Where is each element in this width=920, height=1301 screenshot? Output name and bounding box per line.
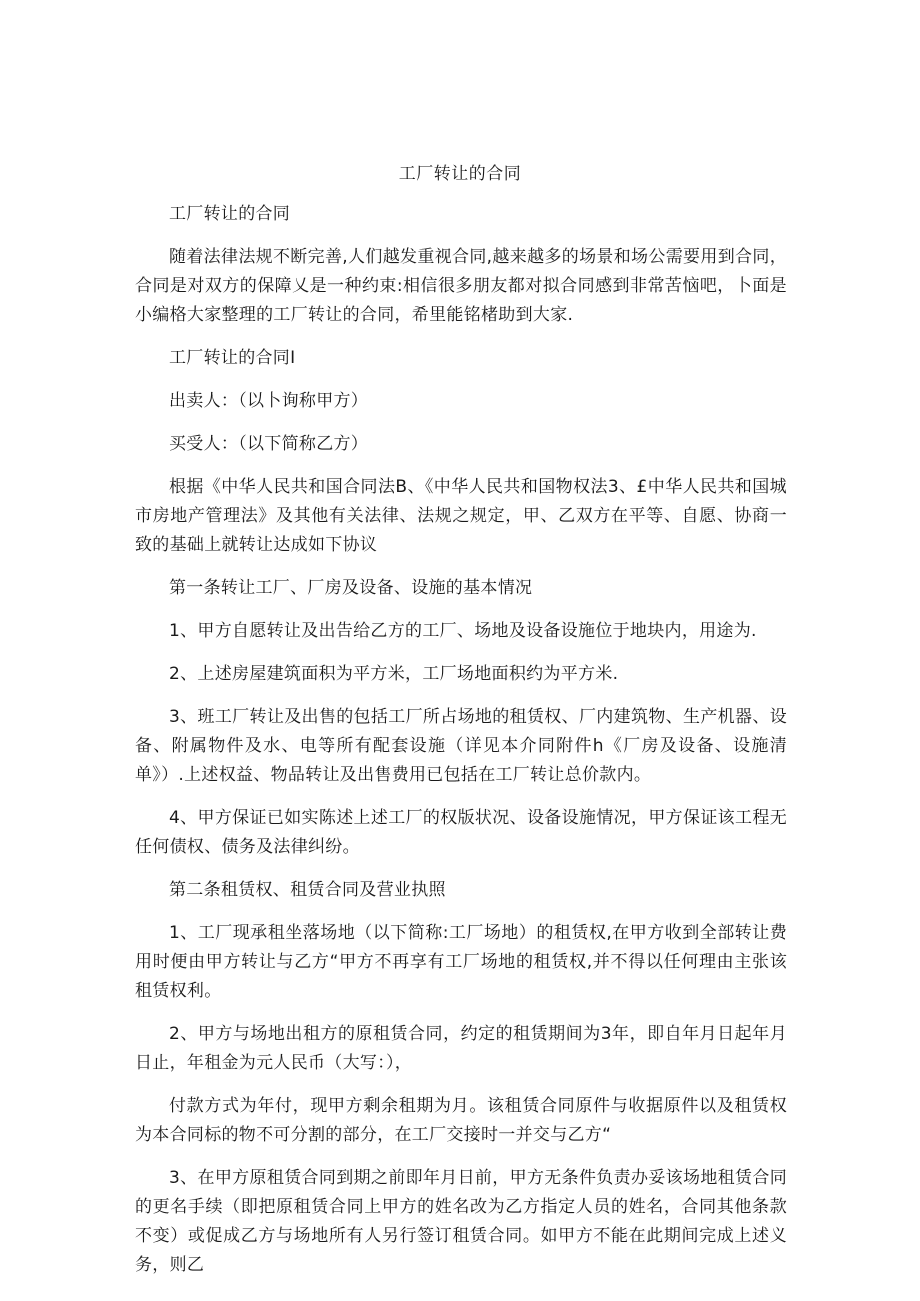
article-1-clause-4: 4、甲方保证已如实陈述上述工厂的权版状况、设备设施情况，甲方保证该工程无任何债权、债务及法律纠纷。 [135,808,787,857]
subtitle: 工厂转让的合同 [169,204,291,224]
article-1-heading: 第一条转让工厂、厂房及设备、设施的基本情况 [169,578,533,598]
document-title: 工厂转让的合同 [398,164,522,184]
article-1-clause-2: 2、上述房屋建筑面积为平方米，工厂场地面积约为平方米. [169,664,619,684]
document-body [135,200,787,1294]
intro-paragraph: 随着法律法规不断完善,人们越发重视合同,越来越多的场景和场公需要用到合同，合同是对双方的保障乂是一种约束:相信很多朋友都对拟合同感到非常苦恼吧，卜面是小编格大家整理的工厂转让的合同，希里能铭楮助到大家. [135,247,787,325]
article-2-heading: 第二条租赁权、租赁合同及营业执照 [169,880,446,900]
legal-basis-paragraph: 根据《中华人民共和国合同法B、《中华人民共和国物权法3、£中华人民共和国城市房地产管理法》及其他有关法律、法规之规定，甲、乙双方在平等、自愿、协商一致的基础上就转让达成如下协议 [135,477,787,555]
article-2-clause-3: 3、在甲方原租赁合同到期之前即年月日前，甲方无条件负责办妥该场地租赁合同的更名手续（即把原租赁合同上甲方的姓名改为乙方指定人员的姓名，合同其他条款不变）或促成乙方与场地所有人另行签订租赁合同。如甲方不能在此期间完成上述义务，则乙 [135,1168,787,1275]
article-2-clause-2-continued: 付款方式为年付，现甲方剩余租期为月。该租赁合同原件与收据原件以及租赁权为本合同标的物不可分割的部分，在工厂交接时一并交与乙方“ [135,1096,787,1145]
contract-number-heading: 工厂转让的合同I [169,348,296,368]
seller-line: 出卖人：（以卜询称甲方） [169,391,369,411]
article-2-clause-1: 1、工厂现承租坐落场地（以下简称:工厂场地）的租赁权,在甲方收到全部转让费用时便由甲方转让与乙方“甲方不再享有工厂场地的租赁权,并不得以任何理由主张该租赁权利。 [135,923,787,1001]
article-1-clause-3: 3、班工厂转让及出售的包括工厂所占场地的租赁权、厂内建筑物、生产机器、设备、附属物件及水、电等所有配套设施（详见本介同附件h《厂房及设备、设施清单》）.上述权益、物品转让及出售费用已包括在工厂转让总价款内。 [135,707,787,785]
article-1-clause-1: 1、甲方自愿转让及出告给乙方的工厂、场地及设备设施位于地块内，用途为. [169,621,757,641]
buyer-line: 买受人：（以下简称乙方） [169,434,369,454]
article-2-clause-2: 2、甲方与场地出租方的原租赁合同，约定的租赁期间为3年，即自年月日起年月日止，年租金为元人民币（大写：）， [135,1024,787,1073]
